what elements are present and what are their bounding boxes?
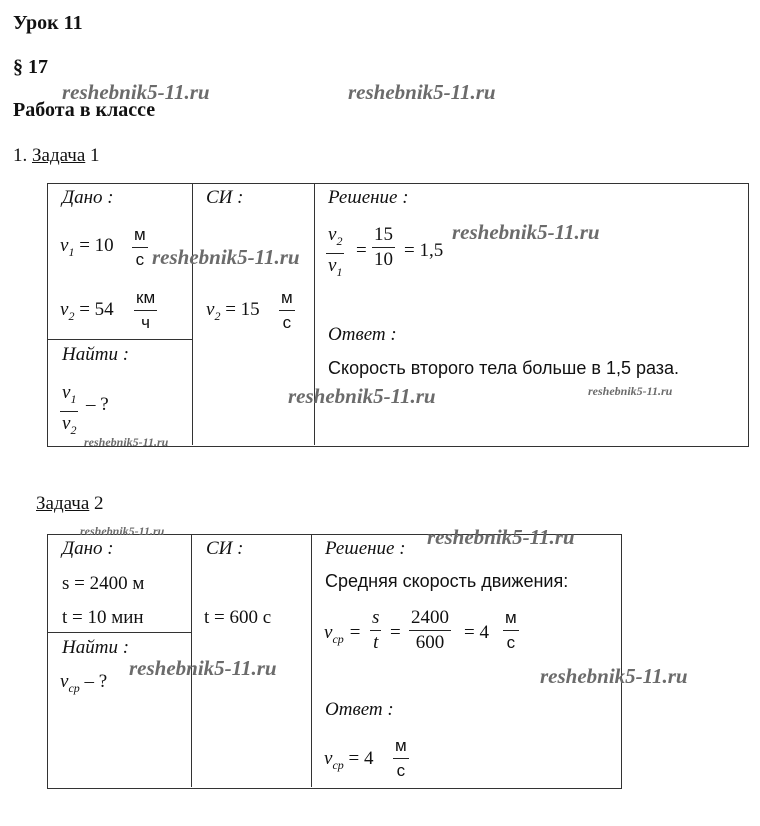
task2-result-value: = 4 <box>464 622 489 643</box>
watermark: reshebnik5-11.ru <box>427 525 575 549</box>
task2-t-line: t = 10 мин <box>62 607 144 628</box>
task1-divider-1 <box>192 183 193 445</box>
paragraph-number: § 17 <box>13 56 48 78</box>
task2-given-label: Дано : <box>62 538 114 559</box>
task1-title-num: 1 <box>90 145 100 166</box>
task1-title-word: Задача <box>32 145 86 166</box>
task1-si-v2-unit: м с <box>281 288 293 332</box>
task2-title-word: Задача <box>36 493 90 514</box>
task2-divider-2 <box>311 534 312 787</box>
task2-solution-label: Решение : <box>325 538 406 559</box>
task1-ratio-vars: $v_2$ $v_1$ <box>328 224 343 279</box>
task1-si-label: СИ : <box>206 187 244 208</box>
task1-given-label: Дано : <box>62 187 114 208</box>
watermark: reshebnik5-11.ru <box>129 656 277 680</box>
watermark: reshebnik5-11.ru <box>540 664 688 688</box>
task1-find-suffix: – ? <box>86 394 109 415</box>
task2-eq-sign: = <box>390 622 401 643</box>
task2-vcp: $v_{ср}$ = <box>324 622 362 646</box>
task2-frac-st: s t <box>372 607 380 653</box>
task2-find-line: $v_{ср}$ – ? <box>60 671 108 695</box>
task1-answer-text: Скорость второго тела больше в 1,5 раза. <box>328 358 680 378</box>
task1-find-label: Найти : <box>62 344 130 365</box>
task1-divider-h <box>47 339 192 340</box>
watermark: reshebnik5-11.ru <box>152 245 300 269</box>
task1-title <box>13 145 100 167</box>
task2-title-num: 2 <box>94 493 104 514</box>
watermark: reshebnik5-11.ru <box>348 80 496 104</box>
watermark: reshebnik5-11.ru <box>80 524 165 538</box>
task2-avg-text: Средняя скорость движения: <box>325 571 569 591</box>
task1-v2-unit: км ч <box>136 288 156 332</box>
lesson-title: Урок 11 <box>13 12 83 34</box>
task1-si-v2: $v_2 = 15$ <box>206 299 260 323</box>
task2-title <box>36 493 104 515</box>
task1-number: 1. <box>13 145 28 166</box>
watermark: reshebnik5-11.ru <box>588 384 673 398</box>
task1-v1: $v_1 = 10$ <box>60 235 114 259</box>
task2-answer-label: Ответ : <box>325 699 394 720</box>
task2-answer-unit: м с <box>395 736 407 780</box>
task1-find-ratio: $v_1$ $v_2$ <box>62 382 77 437</box>
task1-answer-label: Ответ : <box>328 324 397 345</box>
watermark: reshebnik5-11.ru <box>288 384 436 408</box>
task2-answer: $v_{ср} = 4$ <box>324 748 374 772</box>
section-title: Работа в классе <box>13 99 156 121</box>
task2-s-line: s = 2400 м <box>62 573 145 594</box>
task2-si-label: СИ : <box>206 538 244 559</box>
task1-ratio-result: = 1,5 <box>404 240 444 261</box>
watermark: reshebnik5-11.ru <box>452 220 600 244</box>
task2-divider-h <box>47 632 191 633</box>
task1-eq-sign: = <box>356 240 367 261</box>
task2-result-unit: м с <box>505 608 517 652</box>
task1-v1-unit: м с <box>134 225 146 269</box>
watermark: reshebnik5-11.ru <box>62 80 210 104</box>
task1-v2: $v_2 = 54$ <box>60 299 114 323</box>
task1-solution-label: Решение : <box>328 187 409 208</box>
task2-frac-values: 2400 600 <box>411 607 449 653</box>
task2-si-t-line: t = 600 с <box>204 607 272 628</box>
task1-ratio: 15 10 <box>374 224 393 270</box>
watermark: reshebnik5-11.ru <box>84 435 169 449</box>
task2-find-label: Найти : <box>62 637 130 658</box>
